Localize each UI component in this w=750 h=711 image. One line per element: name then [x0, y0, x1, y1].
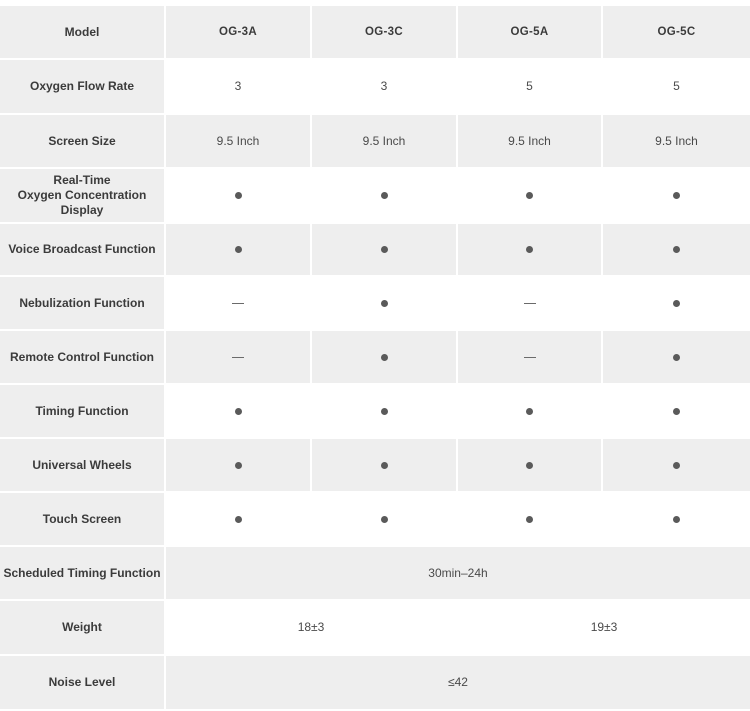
row-label: Remote Control Function: [0, 331, 166, 385]
feature-cell: [458, 277, 603, 331]
feature-cell: [458, 385, 603, 439]
feature-yes-dot-icon: [673, 516, 680, 523]
spec-value: 3: [166, 60, 312, 115]
feature-cell: [603, 277, 750, 331]
feature-cell: [312, 277, 458, 331]
spec-table: [0, 6, 750, 707]
row-label: Scheduled Timing Function: [0, 547, 166, 601]
feature-cell: [603, 493, 750, 547]
spec-value: 18±3: [166, 601, 458, 656]
feature-yes-dot-icon: [381, 408, 388, 415]
model-og-5c-header: OG-5C: [603, 6, 750, 60]
feature-cell: [603, 385, 750, 439]
spec-value: 5: [603, 60, 750, 115]
feature-cell: [166, 169, 312, 224]
feature-cell: [603, 331, 750, 385]
header-label: Model: [0, 6, 166, 60]
feature-cell: [458, 224, 603, 277]
feature-yes-dot-icon: [381, 462, 388, 469]
spec-value: 5: [458, 60, 603, 115]
feature-cell: [166, 224, 312, 277]
feature-yes-dot-icon: [381, 246, 388, 253]
model-og-5a-header: OG-5A: [458, 6, 603, 60]
feature-yes-dot-icon: [673, 192, 680, 199]
feature-cell: [312, 169, 458, 224]
feature-cell: [312, 331, 458, 385]
feature-no-dash-icon: [524, 303, 536, 304]
feature-yes-dot-icon: [381, 354, 388, 361]
feature-yes-dot-icon: [235, 462, 242, 469]
feature-yes-dot-icon: [526, 246, 533, 253]
feature-cell: [166, 385, 312, 439]
feature-yes-dot-icon: [526, 516, 533, 523]
feature-cell: [458, 493, 603, 547]
feature-cell: [166, 493, 312, 547]
feature-cell: [312, 439, 458, 493]
feature-no-dash-icon: [232, 303, 244, 304]
feature-yes-dot-icon: [235, 192, 242, 199]
row-label: Touch Screen: [0, 493, 166, 547]
feature-yes-dot-icon: [381, 300, 388, 307]
row-label: Voice Broadcast Function: [0, 224, 166, 277]
spec-value: 30min–24h: [166, 547, 750, 601]
feature-no-dash-icon: [524, 357, 536, 358]
feature-yes-dot-icon: [235, 516, 242, 523]
feature-yes-dot-icon: [526, 462, 533, 469]
spec-value: 19±3: [458, 601, 750, 656]
feature-cell: [166, 331, 312, 385]
model-og-3a-header: OG-3A: [166, 6, 312, 60]
feature-yes-dot-icon: [526, 408, 533, 415]
feature-yes-dot-icon: [673, 354, 680, 361]
feature-cell: [312, 493, 458, 547]
feature-yes-dot-icon: [673, 300, 680, 307]
feature-cell: [312, 385, 458, 439]
model-og-3c-header: OG-3C: [312, 6, 458, 60]
feature-yes-dot-icon: [526, 192, 533, 199]
feature-cell: [166, 439, 312, 493]
feature-yes-dot-icon: [381, 192, 388, 199]
feature-yes-dot-icon: [673, 408, 680, 415]
feature-cell: [603, 169, 750, 224]
spec-value: 3: [312, 60, 458, 115]
row-label: Timing Function: [0, 385, 166, 439]
feature-yes-dot-icon: [235, 246, 242, 253]
row-label: Oxygen Flow Rate: [0, 60, 166, 115]
spec-value: 9.5 Inch: [458, 115, 603, 169]
feature-cell: [166, 277, 312, 331]
spec-value: 9.5 Inch: [603, 115, 750, 169]
feature-yes-dot-icon: [235, 408, 242, 415]
spec-value: 9.5 Inch: [312, 115, 458, 169]
feature-cell: [603, 224, 750, 277]
feature-cell: [312, 224, 458, 277]
row-label: Weight: [0, 601, 166, 656]
feature-yes-dot-icon: [673, 246, 680, 253]
spec-value: 9.5 Inch: [166, 115, 312, 169]
feature-yes-dot-icon: [673, 462, 680, 469]
row-label: Real-Time Oxygen Concentration Display: [0, 169, 166, 224]
spec-value: ≤42: [166, 656, 750, 711]
feature-no-dash-icon: [232, 357, 244, 358]
feature-yes-dot-icon: [381, 516, 388, 523]
row-label: Nebulization Function: [0, 277, 166, 331]
feature-cell: [458, 169, 603, 224]
row-label: Screen Size: [0, 115, 166, 169]
row-label: Universal Wheels: [0, 439, 166, 493]
feature-cell: [458, 439, 603, 493]
row-label: Noise Level: [0, 656, 166, 711]
feature-cell: [458, 331, 603, 385]
feature-cell: [603, 439, 750, 493]
